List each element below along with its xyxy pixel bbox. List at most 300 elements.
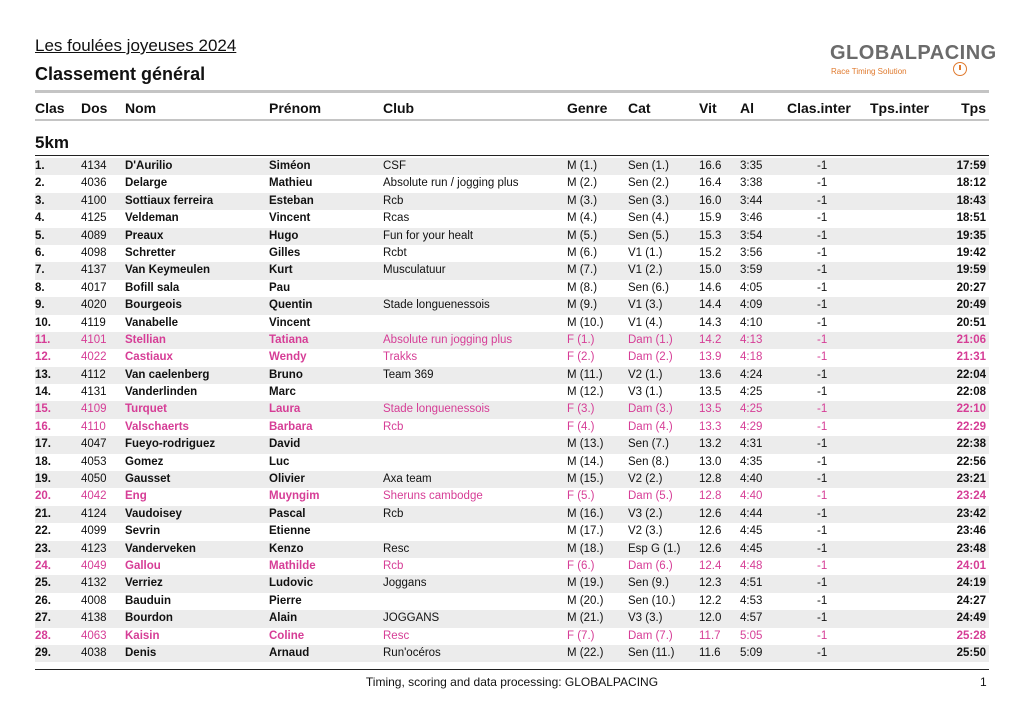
cell-al: 3:46 (740, 212, 763, 225)
cell-al: 4:24 (740, 368, 763, 381)
cell-tps: 22:10 (956, 403, 986, 416)
cell-dos: 4109 (81, 403, 107, 416)
cell-dos: 4089 (81, 229, 107, 242)
cell-vit: 12.6 (699, 525, 722, 538)
table-row (35, 297, 989, 314)
cell-tps: 18:12 (956, 177, 986, 190)
cell-cat: Dam (1.) (628, 333, 673, 346)
cell-cat: Sen (1.) (628, 160, 669, 172)
table-row (35, 332, 989, 349)
cell-cat: V3 (2.) (628, 507, 663, 520)
cell-tps: 24:27 (956, 594, 986, 607)
cell-clas: 14. (35, 386, 51, 399)
cell-genre: M (1.) (567, 160, 598, 172)
cell-cat: Sen (8.) (628, 455, 669, 468)
table-row (35, 628, 989, 645)
cell-cat: V1 (2.) (628, 264, 663, 277)
cell-genre: F (6.) (567, 559, 595, 572)
cell-vit: 12.4 (699, 559, 722, 572)
cell-tps: 20:51 (956, 316, 986, 329)
cell-dos: 4137 (81, 264, 107, 277)
cell-vit: 16.0 (699, 194, 722, 207)
cell-vit: 12.6 (699, 542, 722, 555)
cell-clas-inter: -1 (817, 490, 828, 503)
header-clas-inter: Clas.inter (787, 100, 851, 116)
cell-vit: 15.2 (699, 246, 722, 259)
cell-al: 4:29 (740, 420, 763, 433)
cell-club: Rcb (383, 194, 404, 207)
cell-clas: 10. (35, 316, 51, 329)
cell-vit: 12.6 (699, 507, 722, 520)
cell-cat: Dam (6.) (628, 559, 673, 572)
cell-dos: 4008 (81, 594, 107, 607)
cell-prenom: Mathilde (269, 559, 316, 572)
cell-cat: Sen (7.) (628, 438, 669, 451)
cell-club: JOGGANS (383, 612, 440, 625)
cell-prenom: Esteban (269, 194, 314, 207)
cell-club: Rcb (383, 507, 404, 520)
cell-prenom: David (269, 438, 301, 451)
cell-clas-inter: -1 (817, 229, 828, 242)
cell-dos: 4124 (81, 507, 107, 520)
cell-club: Sheruns cambodge (383, 490, 483, 503)
cell-tps: 22:38 (956, 438, 986, 451)
cell-dos: 4017 (81, 281, 107, 294)
cell-tps: 20:49 (956, 299, 986, 312)
cell-prenom: Barbara (269, 420, 313, 433)
cell-clas: 28. (35, 629, 51, 642)
cell-nom: Castiaux (125, 351, 173, 364)
cell-nom: Gomez (125, 455, 164, 468)
cell-club: Absolute run jogging plus (383, 333, 513, 346)
cell-prenom: Pierre (269, 594, 302, 607)
cell-club: Stade longuenessois (383, 403, 490, 416)
cell-al: 3:56 (740, 246, 763, 259)
cell-tps: 22:29 (956, 420, 986, 433)
cell-genre: M (5.) (567, 229, 598, 242)
cell-clas-inter: -1 (817, 368, 828, 381)
cell-cat: Sen (9.) (628, 577, 669, 590)
cell-nom: Sottiaux ferreira (125, 194, 214, 207)
cell-nom: Vanderlinden (125, 386, 198, 399)
cell-tps: 19:42 (956, 246, 986, 259)
cell-clas: 25. (35, 577, 51, 590)
logo-tagline: Race Timing Solution (831, 67, 907, 76)
cell-al: 4:51 (740, 577, 763, 590)
header-tps-inter: Tps.inter (870, 100, 930, 116)
cell-cat: Dam (2.) (628, 351, 673, 364)
cell-cat: V2 (2.) (628, 473, 663, 486)
cell-dos: 4119 (81, 316, 106, 329)
cell-vit: 11.7 (699, 629, 721, 642)
cell-al: 4:40 (740, 473, 763, 486)
cell-tps: 19:35 (956, 229, 986, 242)
cell-tps: 22:56 (956, 455, 986, 468)
cell-prenom: Kenzo (269, 542, 304, 555)
cell-tps: 19:59 (956, 264, 986, 277)
table-row (35, 419, 989, 436)
page-number: 1 (980, 675, 987, 689)
cell-genre: M (13.) (567, 438, 604, 451)
cell-nom: Van caelenberg (125, 368, 210, 381)
cell-clas: 20. (35, 490, 51, 503)
cell-dos: 4101 (81, 333, 107, 346)
cell-cat: V3 (1.) (628, 386, 663, 399)
cell-cat: Sen (10.) (628, 594, 676, 607)
cell-tps: 22:08 (956, 386, 986, 399)
cell-genre: M (3.) (567, 194, 598, 207)
cell-prenom: Bruno (269, 368, 303, 381)
cell-clas: 16. (35, 420, 51, 433)
cell-club: Absolute run / jogging plus (383, 177, 519, 190)
header-nom: Nom (125, 100, 157, 116)
table-row (35, 488, 989, 505)
cell-clas: 12. (35, 351, 51, 364)
stopwatch-icon (953, 62, 967, 76)
cell-prenom: Alain (269, 612, 298, 625)
table-row (35, 158, 989, 175)
cell-genre: F (1.) (567, 333, 595, 346)
cell-dos: 4049 (81, 559, 107, 572)
bottom-divider (35, 669, 989, 670)
cell-clas-inter: -1 (817, 264, 828, 277)
cell-club: Resc (383, 542, 410, 555)
cell-al: 4:18 (740, 351, 763, 364)
table-row (35, 610, 989, 627)
cell-genre: F (2.) (567, 351, 595, 364)
cell-clas-inter: -1 (817, 246, 828, 259)
cell-genre: M (22.) (567, 646, 604, 659)
cell-dos: 4100 (81, 194, 107, 207)
globalpacing-logo (830, 42, 997, 82)
cell-al: 3:38 (740, 177, 763, 190)
cell-prenom: Luc (269, 455, 290, 468)
cell-al: 4:57 (740, 612, 763, 625)
cell-prenom: Siméon (269, 160, 311, 172)
cell-nom: Bourdon (125, 612, 173, 625)
header-genre: Genre (567, 100, 608, 116)
cell-clas-inter: -1 (817, 525, 828, 538)
cell-clas-inter: -1 (817, 177, 828, 190)
cell-clas-inter: -1 (817, 507, 828, 520)
cell-tps: 24:01 (956, 559, 986, 572)
cell-club: Team 369 (383, 368, 434, 381)
cell-club: CSF (383, 160, 406, 172)
cell-clas-inter: -1 (817, 281, 828, 294)
cell-club: Rcb (383, 420, 404, 433)
cell-al: 4:10 (740, 316, 763, 329)
cell-genre: F (4.) (567, 420, 595, 433)
cell-prenom: Pascal (269, 507, 306, 520)
cell-nom: Gausset (125, 473, 171, 486)
cell-tps: 23:46 (956, 525, 986, 538)
header-divider (35, 119, 989, 121)
cell-prenom: Vincent (269, 316, 311, 329)
cell-clas-inter: -1 (817, 559, 828, 572)
cell-vit: 12.8 (699, 490, 722, 503)
cell-prenom: Wendy (269, 351, 307, 364)
cell-vit: 13.9 (699, 351, 722, 364)
cell-genre: M (19.) (567, 577, 604, 590)
cell-vit: 16.4 (699, 177, 722, 190)
cell-vit: 16.6 (699, 160, 722, 172)
cell-nom: Gallou (125, 559, 161, 572)
table-row (35, 436, 989, 453)
page-title: Classement général (35, 64, 206, 84)
cell-clas-inter: -1 (817, 594, 828, 607)
cell-clas-inter: -1 (817, 473, 828, 486)
cell-vit: 15.0 (699, 264, 722, 277)
table-header (35, 98, 989, 118)
cell-cat: Dam (7.) (628, 629, 673, 642)
cell-nom: Delarge (125, 177, 168, 190)
cell-vit: 15.9 (699, 212, 722, 225)
cell-tps: 20:27 (956, 281, 986, 294)
cell-dos: 4138 (81, 612, 107, 625)
cell-nom: Turquet (125, 403, 167, 416)
section-title: 5km (35, 133, 70, 152)
cell-club: Run'océros (383, 646, 441, 659)
cell-vit: 13.6 (699, 368, 722, 381)
cell-prenom: Vincent (269, 212, 311, 225)
cell-clas-inter: -1 (817, 542, 828, 555)
cell-cat: V1 (3.) (628, 299, 663, 312)
cell-prenom: Quentin (269, 299, 313, 312)
cell-prenom: Laura (269, 403, 301, 416)
cell-dos: 4053 (81, 455, 107, 468)
cell-club: Resc (383, 629, 410, 642)
cell-vit: 14.6 (699, 281, 722, 294)
cell-al: 5:09 (740, 646, 763, 659)
cell-al: 3:54 (740, 229, 763, 242)
cell-al: 4:25 (740, 403, 763, 416)
cell-clas: 24. (35, 559, 51, 572)
cell-al: 4:25 (740, 386, 763, 399)
header-dos: Dos (81, 100, 108, 116)
cell-clas: 6. (35, 246, 45, 259)
cell-cat: Sen (11.) (628, 646, 675, 659)
cell-dos: 4022 (81, 351, 107, 364)
event-title: Les foulées joyeuses 2024 (35, 36, 237, 55)
cell-genre: M (2.) (567, 177, 598, 190)
cell-vit: 12.8 (699, 473, 722, 486)
header-vit: Vit (699, 100, 717, 116)
cell-club: Stade longuenessois (383, 299, 490, 312)
cell-prenom: Olivier (269, 473, 305, 486)
cell-dos: 4125 (81, 212, 107, 225)
table-row (35, 384, 989, 401)
cell-cat: V2 (1.) (628, 368, 663, 381)
cell-tps: 25:50 (956, 646, 986, 659)
table-row (35, 210, 989, 227)
cell-dos: 4134 (81, 160, 107, 172)
table-row (35, 228, 989, 245)
cell-dos: 4132 (81, 577, 107, 590)
table-row (35, 541, 989, 558)
cell-nom: Bauduin (125, 594, 171, 607)
cell-genre: M (10.) (567, 316, 604, 329)
cell-cat: Esp G (1.) (628, 542, 681, 555)
cell-clas-inter: -1 (817, 212, 828, 225)
cell-nom: Van Keymeulen (125, 264, 211, 277)
cell-genre: M (14.) (567, 455, 604, 468)
cell-genre: M (20.) (567, 594, 604, 607)
cell-dos: 4036 (81, 177, 107, 190)
cell-al: 4:31 (740, 438, 763, 451)
cell-clas: 7. (35, 264, 45, 277)
cell-tps: 21:06 (956, 333, 986, 346)
section-divider (35, 155, 989, 156)
cell-clas: 13. (35, 368, 51, 381)
cell-prenom: Pau (269, 281, 291, 294)
cell-al: 5:05 (740, 629, 763, 642)
cell-genre: M (18.) (567, 542, 604, 555)
table-row (35, 401, 989, 418)
cell-clas-inter: -1 (817, 194, 828, 207)
cell-clas: 5. (35, 229, 45, 242)
cell-al: 3:59 (740, 264, 763, 277)
cell-dos: 4131 (81, 386, 107, 399)
cell-cat: V1 (1.) (628, 246, 663, 259)
header-cat: Cat (628, 100, 651, 116)
cell-dos: 4050 (81, 473, 107, 486)
cell-nom: Kaisin (125, 629, 160, 642)
cell-vit: 14.2 (699, 333, 722, 346)
cell-cat: Dam (5.) (628, 490, 673, 503)
cell-club: Rcbt (383, 246, 407, 259)
cell-cat: V3 (3.) (628, 612, 663, 625)
cell-cat: Sen (3.) (628, 194, 669, 207)
cell-dos: 4038 (81, 646, 107, 659)
cell-nom: Fueyo-rodriguez (125, 438, 216, 451)
cell-clas-inter: -1 (817, 403, 828, 416)
cell-vit: 12.0 (699, 612, 722, 625)
cell-tps: 23:21 (956, 473, 986, 486)
cell-al: 3:44 (740, 194, 763, 207)
cell-al: 4:44 (740, 507, 763, 520)
cell-nom: D'Aurilio (125, 160, 173, 172)
table-row (35, 471, 989, 488)
cell-cat: V2 (3.) (628, 525, 663, 538)
cell-clas: 23. (35, 542, 51, 555)
table-row (35, 454, 989, 471)
cell-dos: 4020 (81, 299, 107, 312)
cell-vit: 13.3 (699, 420, 722, 433)
cell-dos: 4123 (81, 542, 107, 555)
cell-prenom: Hugo (269, 229, 299, 242)
cell-genre: M (6.) (567, 246, 598, 259)
header-prenom: Prénom (269, 100, 322, 116)
cell-al: 4:40 (740, 490, 763, 503)
cell-tps: 23:24 (956, 490, 986, 503)
table-row (35, 367, 989, 384)
cell-prenom: Tatiana (269, 333, 309, 346)
cell-clas: 4. (35, 212, 45, 225)
cell-tps: 25:28 (956, 629, 986, 642)
cell-clas-inter: -1 (817, 351, 828, 364)
cell-clas: 9. (35, 299, 45, 312)
cell-nom: Stellian (125, 333, 166, 346)
cell-clas-inter: -1 (817, 160, 828, 172)
cell-club: Fun for your healt (383, 229, 474, 242)
cell-nom: Bourgeois (125, 299, 182, 312)
cell-club: Trakks (383, 351, 418, 364)
cell-clas: 27. (35, 612, 51, 625)
cell-genre: M (11.) (567, 368, 603, 381)
cell-vit: 12.2 (699, 594, 722, 607)
cell-genre: M (21.) (567, 612, 604, 625)
cell-clas: 21. (35, 507, 51, 520)
cell-al: 3:35 (740, 160, 763, 172)
cell-clas: 22. (35, 525, 51, 538)
cell-club: Rcas (383, 212, 410, 225)
cell-clas-inter: -1 (817, 316, 828, 329)
cell-genre: M (8.) (567, 281, 598, 294)
cell-nom: Veldeman (125, 212, 179, 225)
cell-dos: 4098 (81, 246, 107, 259)
cell-clas-inter: -1 (817, 646, 828, 659)
cell-clas-inter: -1 (817, 333, 828, 346)
cell-tps: 18:51 (956, 212, 986, 225)
logo-text: GLOBALPACING (830, 42, 997, 64)
cell-clas: 19. (35, 473, 51, 486)
cell-vit: 13.2 (699, 438, 722, 451)
cell-club: Axa team (383, 473, 432, 486)
table-row (35, 645, 989, 662)
cell-clas: 26. (35, 594, 51, 607)
cell-clas: 8. (35, 281, 45, 294)
cell-club: Rcb (383, 559, 404, 572)
cell-clas: 17. (35, 438, 51, 451)
cell-nom: Bofill sala (125, 281, 180, 294)
cell-club: Musculatuur (383, 264, 446, 277)
cell-genre: M (12.) (567, 386, 604, 399)
cell-al: 4:48 (740, 559, 763, 572)
cell-al: 4:45 (740, 525, 763, 538)
cell-al: 4:09 (740, 299, 763, 312)
cell-clas-inter: -1 (817, 299, 828, 312)
table-row (35, 506, 989, 523)
header-club: Club (383, 100, 415, 116)
cell-cat: Dam (3.) (628, 403, 673, 416)
cell-clas: 15. (35, 403, 51, 416)
cell-prenom: Muyngim (269, 490, 320, 503)
table-row (35, 280, 989, 297)
cell-dos: 4042 (81, 490, 107, 503)
cell-clas: 2. (35, 177, 45, 190)
cell-vit: 14.3 (699, 316, 722, 329)
table-row (35, 593, 989, 610)
cell-vit: 11.6 (699, 646, 721, 659)
table-row (35, 315, 989, 332)
cell-prenom: Coline (269, 629, 305, 642)
cell-clas-inter: -1 (817, 612, 828, 625)
cell-clas: 11. (35, 333, 51, 346)
cell-vit: 13.5 (699, 386, 722, 399)
cell-clas: 29. (35, 646, 51, 659)
cell-prenom: Etienne (269, 525, 311, 538)
cell-al: 4:05 (740, 281, 763, 294)
cell-prenom: Mathieu (269, 177, 313, 190)
cell-club: Joggans (383, 577, 427, 590)
cell-clas: 18. (35, 455, 51, 468)
cell-genre: F (3.) (567, 403, 595, 416)
cell-clas-inter: -1 (817, 577, 828, 590)
cell-nom: Sevrin (125, 525, 161, 538)
cell-clas-inter: -1 (817, 629, 828, 642)
cell-tps: 23:42 (956, 507, 986, 520)
cell-prenom: Marc (269, 386, 296, 399)
